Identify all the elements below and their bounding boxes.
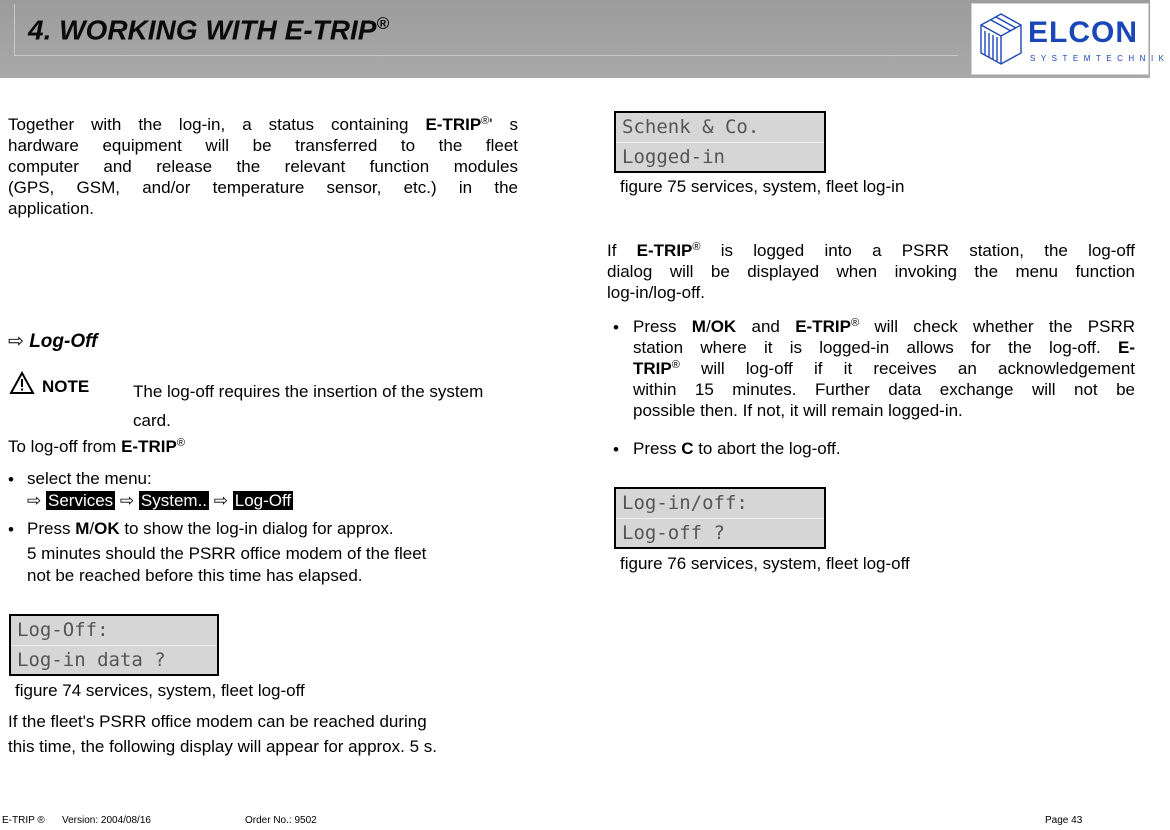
footer-order-number: Order No.: 9502 <box>245 815 317 826</box>
menu-path <box>27 490 293 511</box>
logoff-line-2: dialog will be displayed when invoking the menu function <box>607 262 1135 281</box>
arrow-right-icon: ⇨ <box>213 491 228 510</box>
lcd-row: Log-off ? <box>622 522 725 544</box>
bullet-dot: • <box>8 520 14 539</box>
logoff-line-1: If E-TRIP® is logged into a PSRR station, the log-off <box>607 241 1136 260</box>
header-divider <box>14 55 958 56</box>
bullet-dot: • <box>613 440 619 459</box>
lcd-row: Log-in/off: <box>616 489 824 519</box>
intro-line-4: (GPS, GSM, and/or temperature sensor, etc.) in the <box>8 178 518 197</box>
warning-icon <box>10 371 34 395</box>
logoff-line-3: log-in/log-off. <box>607 283 705 302</box>
bullet-dot: • <box>613 318 619 337</box>
lcd-display-log-off <box>9 614 219 676</box>
figure-caption-76: figure 76 services, system, fleet log-off <box>620 554 910 573</box>
bullet-press-ok-line-2: 5 minutes should the PSRR office modem of the fleet <box>27 544 427 563</box>
bullet-line: possible then. If not, it will remain logged-in. <box>633 401 963 420</box>
intro-line-5: application. <box>8 199 95 218</box>
closing-line-1: If the fleet's PSRR office modem can be reached during <box>8 712 427 731</box>
figure-caption-74: figure 74 services, system, fleet log-off <box>15 681 305 700</box>
closing-line-2: this time, the following display will appear for approx. 5 s. <box>8 737 437 756</box>
lcd-row: Log-Off: <box>11 616 217 646</box>
footer-version: Version: 2004/08/16 <box>62 815 151 826</box>
bullet-press-ok-right <box>633 316 1135 421</box>
bullet-dot: • <box>8 470 14 489</box>
lcd-row: Schenk & Co. <box>616 113 824 143</box>
footer-product: E-TRIP ® <box>2 815 45 826</box>
menu-item-system: System.. <box>140 491 208 510</box>
intro-line-3: computer and release the relevant function modules <box>8 157 518 176</box>
intro-paragraph <box>8 114 518 219</box>
elcon-logo <box>971 3 1170 75</box>
bullet-press-ok: Press M/OK to show the log-in dialog for approx. <box>27 519 394 538</box>
lcd-display-log-in-off <box>614 487 826 549</box>
bullet-press-ok-line-3: not be reached before this time has elapsed. <box>27 566 363 585</box>
bullet-line: TRIP® will log-off if it receives an acknowledgement <box>633 359 1135 378</box>
bullet-press-c: Press C to abort the log-off. <box>633 439 841 458</box>
bullet-line: within 15 minutes. Further data exchange will not be <box>633 380 1135 399</box>
menu-item-services: Services <box>47 491 114 510</box>
lcd-row: Logged-in <box>622 146 725 168</box>
footer-page-number: Page 43 <box>1045 815 1083 826</box>
lcd-display-logged-in <box>614 111 826 173</box>
arrow-right-icon: ⇨ <box>8 331 24 352</box>
arrow-right-icon: ⇨ <box>119 491 135 510</box>
logo-subtitle: SYSTEMTECHNIK <box>1030 54 1170 63</box>
cube-logo-icon <box>978 11 1024 67</box>
bullet-select-menu: select the menu: <box>27 469 152 488</box>
bullet-line: Press M/OK and E-TRIP® will check whether the PSRR <box>633 317 1136 336</box>
figure-caption-75: figure 75 services, system, fleet log-in <box>620 177 905 196</box>
logo-wordmark: ELCON <box>1028 16 1138 49</box>
lcd-row: Log-in data ? <box>17 649 166 671</box>
section-heading: ⇨ Log-Off <box>8 331 98 352</box>
note-label: NOTE <box>42 377 90 396</box>
page-header <box>0 0 1170 78</box>
header-divider-vertical <box>14 4 15 56</box>
menu-item-log-off: Log-Off <box>234 491 292 510</box>
page-title: 4. WORKING WITH E-TRIP® <box>28 14 389 46</box>
intro-line-2: hardware equipment will be transferred to the fleet <box>8 136 518 155</box>
logoff-paragraph <box>607 240 1135 303</box>
bullet-line: station where it is logged-in allows for the log-off. E- <box>633 338 1135 357</box>
arrow-right-icon: ⇨ <box>27 491 42 510</box>
note-text: The log-off requires the insertion of the system card. <box>133 382 484 430</box>
to-logoff-line: To log-off from E-TRIP® <box>8 437 185 456</box>
intro-line-1: Together with the log-in, a status containing E-TRIP®' s <box>8 115 518 134</box>
